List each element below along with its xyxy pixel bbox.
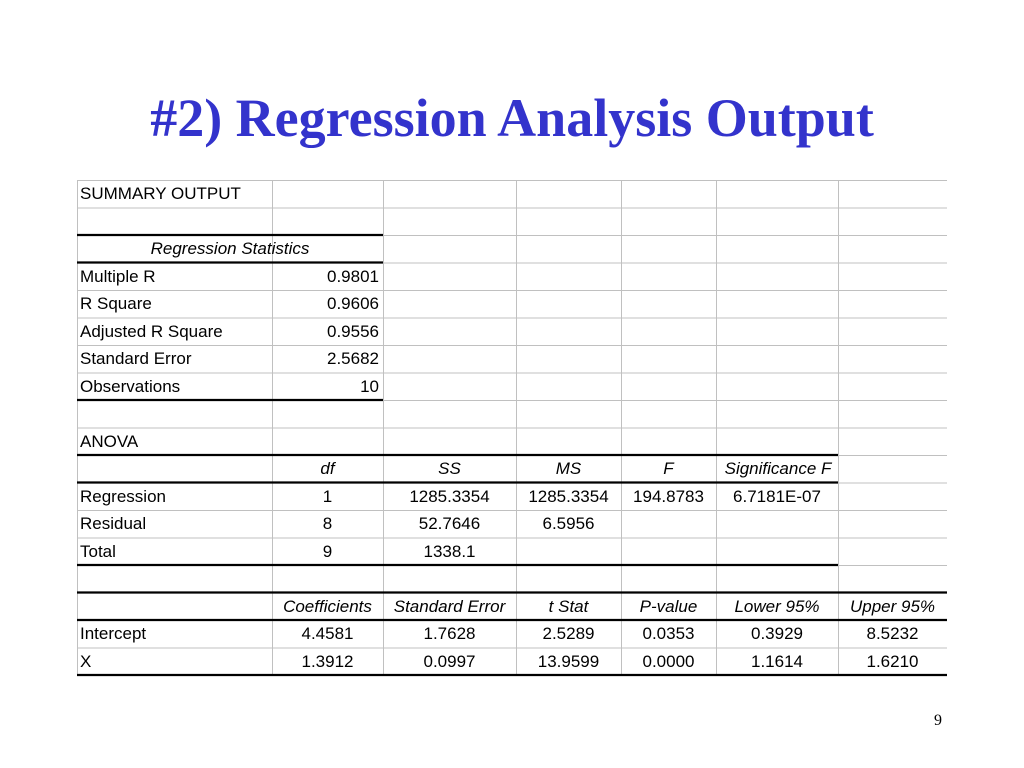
regression-statistics-header: Regression Statistics <box>150 239 310 258</box>
anova-label-row <box>77 428 947 456</box>
stat-value: 0.9801 <box>327 266 379 286</box>
anova-ss: 1285.3354 <box>409 486 490 506</box>
slide-title: #2) Regression Analysis Output <box>150 88 874 148</box>
anova-label: ANOVA <box>80 431 139 451</box>
stat-label: Adjusted R Square <box>80 321 223 341</box>
coef-value: 1.3912 <box>301 651 354 671</box>
anova-ms: 6.5956 <box>542 514 595 533</box>
summary-output-label: SUMMARY OUTPUT <box>80 184 241 203</box>
anova-row <box>77 510 947 538</box>
stat-value: 0.9606 <box>327 294 379 313</box>
anova-header-f: F <box>663 459 674 478</box>
regression-statistics-header-row <box>77 235 947 263</box>
coef-header-lower-95: Lower 95% <box>734 596 820 616</box>
anova-header-ms: MS <box>555 459 582 478</box>
anova-row-label: Regression <box>80 486 166 506</box>
anova-header-row <box>77 455 947 483</box>
coef-upper-95: 1.6210 <box>866 651 919 671</box>
coef-header-t-stat: t Stat <box>548 596 589 616</box>
coef-lower-95: 1.1614 <box>751 651 803 671</box>
coef-header-standard-error: Standard Error <box>393 596 506 616</box>
anova-header-df: df <box>320 459 335 478</box>
stat-row <box>77 318 947 346</box>
coef-t-stat: 2.5289 <box>542 624 595 643</box>
coef-standard-error: 1.7628 <box>423 624 476 643</box>
coef-p-value: 0.0353 <box>642 624 695 643</box>
anova-ss: 1338.1 <box>423 541 476 561</box>
anova-df: 1 <box>322 486 333 506</box>
summary-row <box>77 180 947 208</box>
stat-value: 2.5682 <box>327 349 379 368</box>
stat-row <box>77 345 947 373</box>
stat-label: Multiple R <box>80 266 156 286</box>
anova-row-label: Total <box>80 541 116 561</box>
anova-row <box>77 538 947 566</box>
stat-value: 10 <box>360 376 379 396</box>
coef-value: 4.4581 <box>301 624 354 643</box>
anova-row <box>77 483 947 511</box>
anova-df: 8 <box>322 514 333 533</box>
coef-standard-error: 0.0997 <box>423 651 476 671</box>
coef-t-stat: 13.9599 <box>537 651 600 671</box>
stat-label: Standard Error <box>80 349 192 368</box>
stat-row <box>77 263 947 291</box>
coefficients-row <box>77 648 947 676</box>
stat-row <box>77 373 947 401</box>
anova-header-significance-f: Significance F <box>724 459 832 478</box>
coef-row-label: X <box>80 651 92 671</box>
coefficients-row <box>77 620 947 648</box>
coef-header-p-value: P-value <box>639 596 698 616</box>
coef-p-value: 0.0000 <box>642 651 695 671</box>
anova-row-label: Residual <box>80 514 147 533</box>
stat-row <box>77 290 947 318</box>
anova-significance-f: 6.7181E-07 <box>733 486 821 506</box>
page-number: 9 <box>934 712 942 729</box>
stat-value: 0.9556 <box>327 321 379 341</box>
stat-label: R Square <box>80 294 152 313</box>
anova-f: 194.8783 <box>633 486 704 506</box>
anova-header-ss: SS <box>438 459 461 478</box>
coefficients-header-row <box>77 593 947 621</box>
anova-ss: 52.7646 <box>418 514 481 533</box>
coef-upper-95: 8.5232 <box>866 624 919 643</box>
anova-ms: 1285.3354 <box>528 486 609 506</box>
coef-header-coefficients: Coefficients <box>283 596 372 616</box>
coef-header-upper-95: Upper 95% <box>849 596 936 616</box>
coef-row-label: Intercept <box>80 624 147 643</box>
spreadsheet <box>77 180 947 680</box>
anova-df: 9 <box>322 541 333 561</box>
stat-label: Observations <box>80 376 181 396</box>
coef-lower-95: 0.3929 <box>751 624 803 643</box>
